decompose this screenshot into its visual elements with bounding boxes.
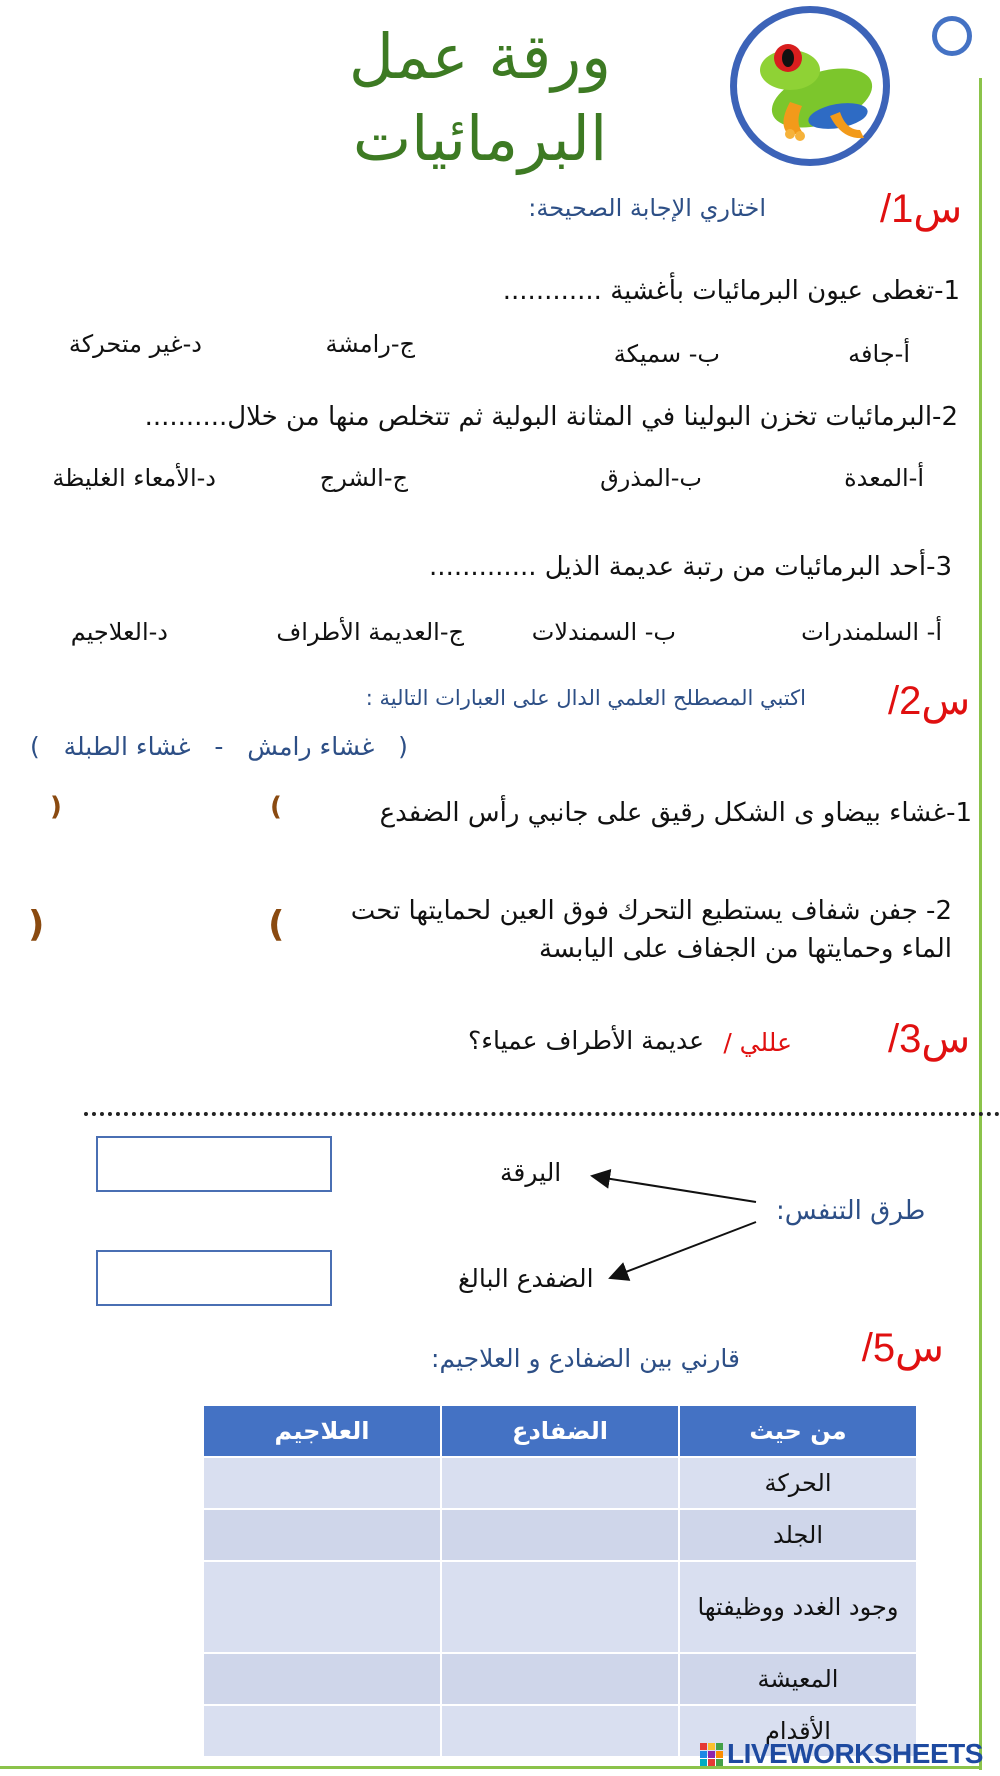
- q1-item-3-option-d: د-العلاجيم: [70, 618, 168, 646]
- cell-frogs[interactable]: [441, 1457, 679, 1509]
- q1-instruction: اختاري الإجابة الصحيحة:: [528, 194, 766, 222]
- brand-text: LIVEWORKSHEETS: [727, 1738, 983, 1769]
- logo-grid-icon: [700, 1743, 723, 1766]
- table-header-aspect: من حيث: [679, 1405, 917, 1457]
- answer-box-adult-frog[interactable]: [96, 1250, 332, 1306]
- table-row: [203, 1457, 917, 1509]
- q1-item-1-option-a: أ-جافه: [848, 340, 910, 368]
- cell-toads[interactable]: [203, 1561, 441, 1653]
- q5-label: س5/: [861, 1326, 944, 1370]
- q2-item-2-paren-left: ): [28, 904, 45, 945]
- title-line-1: ورقة عمل: [348, 20, 612, 93]
- q1-label: س1/: [880, 187, 963, 231]
- cell-frogs[interactable]: [441, 1705, 679, 1757]
- q2-word-bank: ( غشاء رامش - غشاء الطبلة ): [30, 732, 408, 761]
- q1-item-1-option-c: ج-رامشة: [325, 330, 415, 358]
- q2-item-1-answer-area[interactable]: [60, 798, 260, 830]
- q2-item-2-answer-area[interactable]: [60, 910, 256, 946]
- answer-box-larva[interactable]: [96, 1136, 332, 1192]
- q1-item-1-option-b: ب- سميكة: [613, 340, 720, 368]
- q2-item-2-line-2: الماء وحمايتها من الجفاف على اليابسة: [539, 934, 952, 964]
- cell-toads[interactable]: [203, 1653, 441, 1705]
- title-line-2: البرمائيات: [352, 102, 608, 175]
- q1-item-3-option-b: ب- السمندلات: [531, 618, 676, 646]
- q5-instruction: قارني بين الضفادع و العلاجيم:: [431, 1344, 740, 1373]
- q1-item-1-text: 1-تغطى عيون البرمائيات بأغشية ............: [502, 276, 960, 306]
- row-aspect: الجلد: [679, 1509, 917, 1561]
- table-row: [203, 1561, 917, 1653]
- row-aspect: وجود الغدد ووظيفتها: [679, 1561, 917, 1653]
- cell-frogs[interactable]: [441, 1509, 679, 1561]
- frog-photo: [730, 6, 890, 166]
- right-border-line: [979, 78, 982, 1770]
- comparison-table: [202, 1404, 918, 1758]
- cell-frogs[interactable]: [441, 1561, 679, 1653]
- breathing-heading: طرق التنفس:: [776, 1196, 926, 1226]
- q3-prefix: عللي /: [723, 1028, 792, 1057]
- table-header-frogs: الضفادع: [441, 1405, 679, 1457]
- table-row: [203, 1509, 917, 1561]
- q1-item-2-text: 2-البرمائيات تخزن البولينا في المثانة البولية ثم تتخلص منها من خلال..........: [144, 402, 958, 432]
- cell-toads[interactable]: [203, 1705, 441, 1757]
- branch-adult-frog: الضفدع البالغ: [458, 1264, 594, 1293]
- circle-icon: [932, 16, 972, 56]
- table-row: [203, 1653, 917, 1705]
- q3-text: عديمة الأطراف عمياء؟: [467, 1026, 704, 1055]
- q2-instruction: اكتبي المصطلح العلمي الدال على العبارات التالية :: [365, 686, 806, 710]
- cell-toads[interactable]: [203, 1457, 441, 1509]
- q1-item-3-option-a: أ- السلمندرات: [801, 618, 942, 646]
- row-aspect: المعيشة: [679, 1653, 917, 1705]
- q3-label: س3/: [888, 1017, 971, 1061]
- arrows: [580, 1160, 780, 1290]
- arrow-to-larva: [592, 1176, 756, 1202]
- q2-item-1-paren-left: ): [50, 792, 62, 822]
- liveworksheets-logo: [700, 1738, 983, 1770]
- q1-item-2-option-c: ج-الشرج: [319, 464, 408, 492]
- q1-item-2-option-b: ب-المذرق: [600, 464, 702, 492]
- q2-item-1-text: 1-غشاء بيضاو ى الشكل رقيق على جانبي رأس الضفدع: [379, 798, 972, 828]
- q2-item-2-paren-right: (: [268, 904, 285, 945]
- branch-larva: اليرقة: [500, 1158, 562, 1187]
- q1-item-3-text: 3-أحد البرمائيات من رتبة عديمة الذيل .............: [429, 552, 952, 582]
- q2-item-1-paren-right: (: [270, 792, 282, 822]
- q1-item-1-option-d: د-غير متحركة: [68, 330, 202, 358]
- q1-item-2-option-d: د-الأمعاء الغليظة: [52, 464, 216, 492]
- q2-item-2-line-1: 2- جفن شفاف يستطيع التحرك فوق العين لحمايتها تحت: [350, 896, 952, 926]
- table-header-toads: العلاجيم: [203, 1405, 441, 1457]
- row-aspect: الأقدام: [679, 1705, 917, 1757]
- row-aspect: الحركة: [679, 1457, 917, 1509]
- q1-item-2-option-a: أ-المعدة: [844, 464, 924, 492]
- arrow-to-adult: [610, 1222, 756, 1278]
- dotted-divider: [84, 1112, 1000, 1116]
- cell-frogs[interactable]: [441, 1653, 679, 1705]
- cell-toads[interactable]: [203, 1509, 441, 1561]
- q1-item-3-option-c: ج-العديمة الأطراف: [276, 618, 464, 646]
- q2-label: س2/: [888, 679, 971, 723]
